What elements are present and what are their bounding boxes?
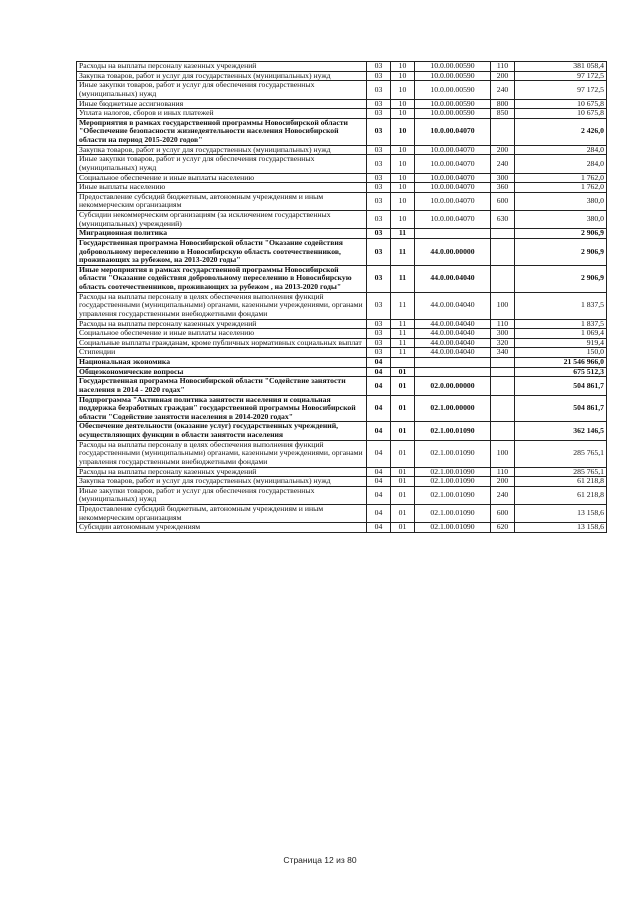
cell-expense-type: 200 [491,71,515,81]
table-row [77,173,607,183]
cell-expense-type [491,238,515,265]
cell-target-article [415,367,491,377]
budget-table-body [77,62,607,533]
cell-subsection: 11 [391,292,415,319]
cell-subsection: 11 [391,348,415,358]
cell-section: 04 [367,358,391,368]
cell-section: 03 [367,118,391,145]
table-row [77,211,607,229]
cell-name: Расходы на выплаты персоналу казенных учреждений [77,467,367,477]
cell-expense-type: 600 [491,505,515,523]
cell-target-article: 02.1.00.01090 [415,467,491,477]
cell-expense-type [491,377,515,395]
cell-section: 04 [367,377,391,395]
cell-amount: 97 172,5 [515,71,607,81]
cell-name: Расходы на выплаты персоналу казенных учреждений [77,62,367,72]
cell-name: Иные закупки товаров, работ и услуг для обеспечения государственных (муниципальных) нужд [77,155,367,173]
cell-amount: 362 146,5 [515,422,607,440]
cell-name: Государственная программа Новосибирской области "Содействие занятости населения в 2014 - 2020 годах" [77,377,367,395]
cell-subsection: 10 [391,118,415,145]
cell-expense-type [491,422,515,440]
cell-section: 04 [367,505,391,523]
cell-name: Подпрограмма "Активная политика занятости населения и социальная поддержка безработных граждан" государственной программы Новосибирской области "Содействие занятости населения в 2014-2020 годах" [77,395,367,422]
cell-subsection: 10 [391,211,415,229]
cell-amount: 380,0 [515,192,607,210]
table-row [77,81,607,99]
cell-target-article: 10.0.00.04070 [415,155,491,173]
cell-subsection: 10 [391,109,415,119]
cell-name: Расходы на выплаты персоналу в целях обеспечения выполнения функций государственными (муниципальными) органами, казенными учреждениями, органами управления государственными внебюджетными фондами [77,440,367,467]
table-row [77,348,607,358]
cell-amount: 10 675,8 [515,109,607,119]
cell-subsection: 01 [391,440,415,467]
cell-name: Уплата налогов, сборов и иных платежей [77,109,367,119]
cell-subsection: 01 [391,486,415,504]
cell-subsection: 01 [391,523,415,533]
cell-amount: 1 762,0 [515,173,607,183]
table-row [77,329,607,339]
cell-amount: 504 861,7 [515,395,607,422]
page-number: Страница 12 из 80 [283,855,357,865]
cell-expense-type: 850 [491,109,515,119]
cell-amount: 2 906,9 [515,238,607,265]
cell-target-article: 10.0.00.00590 [415,99,491,109]
cell-expense-type: 200 [491,477,515,487]
cell-expense-type: 100 [491,440,515,467]
cell-target-article: 10.0.00.04070 [415,211,491,229]
cell-section: 03 [367,292,391,319]
cell-expense-type: 620 [491,523,515,533]
cell-expense-type [491,265,515,292]
cell-name: Социальное обеспечение и иные выплаты населению [77,329,367,339]
cell-amount: 1 762,0 [515,183,607,193]
cell-amount: 284,0 [515,145,607,155]
cell-target-article: 02.1.00.00000 [415,395,491,422]
cell-target-article: 44.0.00.00000 [415,238,491,265]
cell-expense-type: 110 [491,319,515,329]
cell-subsection: 11 [391,238,415,265]
table-row [77,238,607,265]
cell-subsection: 10 [391,145,415,155]
cell-subsection: 01 [391,367,415,377]
cell-name: Расходы на выплаты персоналу казенных учреждений [77,319,367,329]
table-row [77,477,607,487]
cell-expense-type: 360 [491,183,515,193]
cell-amount: 919,4 [515,338,607,348]
cell-section: 03 [367,265,391,292]
cell-target-article: 02.0.00.00000 [415,377,491,395]
cell-subsection: 10 [391,173,415,183]
cell-name: Иные мероприятия в рамках государственной программы Новосибирской области "Оказание содействия добровольному переселению в Новосибирскую область соотечественников, проживающих за рубежом , на 2013-2020 годы" [77,265,367,292]
cell-name: Обеспечение деятельности (оказание услуг) государственных учреждений, осуществляющих функции в области занятости населения [77,422,367,440]
table-row [77,292,607,319]
cell-expense-type: 110 [491,62,515,72]
cell-name: Государственная программа Новосибирской области "Оказание содействия добровольному переселению в Новосибирскую область соотечественников, проживающих за рубежом, на 2013-2020 годы" [77,238,367,265]
cell-amount: 504 861,7 [515,377,607,395]
cell-subsection: 01 [391,477,415,487]
cell-expense-type: 300 [491,173,515,183]
table-row [77,155,607,173]
cell-amount: 1 837,5 [515,319,607,329]
cell-amount: 2 906,9 [515,265,607,292]
table-row [77,109,607,119]
cell-amount: 97 172,5 [515,81,607,99]
cell-section: 03 [367,81,391,99]
cell-section: 03 [367,192,391,210]
cell-amount: 13 158,6 [515,523,607,533]
cell-subsection: 10 [391,192,415,210]
cell-expense-type: 600 [491,192,515,210]
table-row [77,319,607,329]
cell-target-article: 44.0.00.04040 [415,329,491,339]
cell-amount: 2 906,9 [515,229,607,239]
cell-subsection: 10 [391,62,415,72]
cell-amount: 1 069,4 [515,329,607,339]
cell-section: 03 [367,145,391,155]
cell-section: 03 [367,99,391,109]
cell-target-article: 02.1.00.01090 [415,505,491,523]
cell-amount: 21 546 966,0 [515,358,607,368]
table-row [77,183,607,193]
cell-subsection: 01 [391,505,415,523]
cell-expense-type: 200 [491,145,515,155]
cell-name: Национальная экономика [77,358,367,368]
cell-section: 03 [367,319,391,329]
cell-expense-type: 800 [491,99,515,109]
cell-section: 04 [367,486,391,504]
cell-name: Предоставление субсидий бюджетным, автономным учреждениям и иным некоммерческим организациям [77,505,367,523]
cell-target-article: 10.0.00.04070 [415,173,491,183]
cell-name: Закупка товаров, работ и услуг для государственных (муниципальных) нужд [77,71,367,81]
cell-subsection: 11 [391,265,415,292]
table-row [77,62,607,72]
cell-subsection: 10 [391,71,415,81]
cell-name: Иные бюджетные ассигнования [77,99,367,109]
table-row [77,145,607,155]
cell-subsection: 01 [391,422,415,440]
cell-section: 04 [367,523,391,533]
cell-expense-type [491,395,515,422]
cell-target-article: 10.0.00.04070 [415,192,491,210]
cell-section: 03 [367,238,391,265]
cell-section: 03 [367,229,391,239]
cell-subsection: 01 [391,467,415,477]
cell-target-article: 10.0.00.00590 [415,81,491,99]
cell-name: Предоставление субсидий бюджетным, автономным учреждениям и иным некоммерческим организациям [77,192,367,210]
cell-section: 03 [367,71,391,81]
cell-section: 04 [367,422,391,440]
cell-target-article: 10.0.00.04070 [415,145,491,155]
cell-target-article: 10.0.00.00590 [415,109,491,119]
cell-amount: 381 058,4 [515,62,607,72]
table-row [77,505,607,523]
cell-expense-type [491,229,515,239]
cell-amount: 61 218,8 [515,486,607,504]
cell-section: 03 [367,173,391,183]
cell-subsection [391,358,415,368]
cell-expense-type: 240 [491,81,515,99]
budget-table [76,61,607,533]
table-row [77,265,607,292]
cell-name: Закупка товаров, работ и услуг для государственных (муниципальных) нужд [77,145,367,155]
cell-target-article: 44.0.00.04040 [415,348,491,358]
cell-section: 04 [367,395,391,422]
table-row [77,358,607,368]
cell-expense-type: 240 [491,155,515,173]
cell-subsection: 11 [391,319,415,329]
cell-name: Субсидии некоммерческим организациям (за исключением государственных (муниципальных) учреждений) [77,211,367,229]
cell-amount: 285 765,1 [515,467,607,477]
cell-section: 03 [367,348,391,358]
cell-expense-type [491,118,515,145]
cell-name: Иные выплаты населению [77,183,367,193]
cell-expense-type: 320 [491,338,515,348]
cell-target-article: 02.1.00.01090 [415,422,491,440]
cell-amount: 61 218,8 [515,477,607,487]
cell-amount: 13 158,6 [515,505,607,523]
cell-name: Миграционная политика [77,229,367,239]
cell-amount: 1 837,5 [515,292,607,319]
cell-subsection: 10 [391,81,415,99]
cell-expense-type: 110 [491,467,515,477]
cell-name: Общеэкономические вопросы [77,367,367,377]
table-row [77,422,607,440]
table-row [77,338,607,348]
table-row [77,367,607,377]
table-row [77,440,607,467]
cell-amount: 380,0 [515,211,607,229]
cell-target-article: 44.0.00.04040 [415,338,491,348]
cell-name: Социальные выплаты гражданам, кроме публичных нормативных социальных выплат [77,338,367,348]
cell-section: 03 [367,329,391,339]
cell-section: 03 [367,183,391,193]
table-row [77,377,607,395]
cell-target-article [415,229,491,239]
cell-section: 03 [367,109,391,119]
cell-target-article: 44.0.00.04040 [415,265,491,292]
cell-section: 03 [367,155,391,173]
cell-amount: 10 675,8 [515,99,607,109]
cell-target-article: 10.0.00.00590 [415,71,491,81]
cell-subsection: 11 [391,338,415,348]
table-row [77,229,607,239]
cell-expense-type: 300 [491,329,515,339]
cell-amount: 2 426,0 [515,118,607,145]
cell-expense-type: 240 [491,486,515,504]
cell-subsection: 11 [391,229,415,239]
cell-target-article: 02.1.00.01090 [415,477,491,487]
cell-target-article: 10.0.00.04070 [415,118,491,145]
cell-section: 04 [367,440,391,467]
cell-subsection: 10 [391,155,415,173]
cell-target-article: 44.0.00.04040 [415,292,491,319]
cell-name: Мероприятия в рамках государственной программы Новосибирской области "Обеспечение безопасности жизнедеятельности населения Новосибирской области на период 2015-2020 годов" [77,118,367,145]
cell-section: 04 [367,477,391,487]
cell-target-article: 02.1.00.01090 [415,440,491,467]
cell-section: 03 [367,338,391,348]
cell-name: Иные закупки товаров, работ и услуг для обеспечения государственных (муниципальных) нужд [77,81,367,99]
cell-subsection: 10 [391,183,415,193]
cell-expense-type [491,358,515,368]
cell-target-article: 10.0.00.04070 [415,183,491,193]
cell-name: Субсидии автономным учреждениям [77,523,367,533]
cell-name: Стипендии [77,348,367,358]
cell-name: Иные закупки товаров, работ и услуг для обеспечения государственных (муниципальных) нужд [77,486,367,504]
cell-expense-type: 100 [491,292,515,319]
cell-subsection: 01 [391,377,415,395]
cell-expense-type [491,367,515,377]
cell-section: 04 [367,467,391,477]
cell-subsection: 10 [391,99,415,109]
cell-target-article [415,358,491,368]
cell-amount: 150,0 [515,348,607,358]
cell-target-article: 02.1.00.01090 [415,523,491,533]
table-row [77,467,607,477]
cell-section: 03 [367,62,391,72]
table-row [77,523,607,533]
cell-name: Расходы на выплаты персоналу в целях обеспечения выполнения функций государственными (муниципальными) органами, казенными учреждениями, органами управления государственными внебюджетными фондами [77,292,367,319]
cell-section: 04 [367,367,391,377]
cell-target-article: 10.0.00.00590 [415,62,491,72]
cell-amount: 675 512,3 [515,367,607,377]
table-row [77,395,607,422]
cell-amount: 284,0 [515,155,607,173]
cell-expense-type: 340 [491,348,515,358]
table-row [77,118,607,145]
table-row [77,486,607,504]
cell-target-article: 02.1.00.01090 [415,486,491,504]
table-row [77,71,607,81]
cell-name: Закупка товаров, работ и услуг для государственных (муниципальных) нужд [77,477,367,487]
cell-target-article: 44.0.00.04040 [415,319,491,329]
table-row [77,99,607,109]
cell-name: Социальное обеспечение и иные выплаты населению [77,173,367,183]
cell-amount: 285 765,1 [515,440,607,467]
cell-subsection: 01 [391,395,415,422]
cell-expense-type: 630 [491,211,515,229]
table-row [77,192,607,210]
cell-subsection: 11 [391,329,415,339]
cell-section: 03 [367,211,391,229]
